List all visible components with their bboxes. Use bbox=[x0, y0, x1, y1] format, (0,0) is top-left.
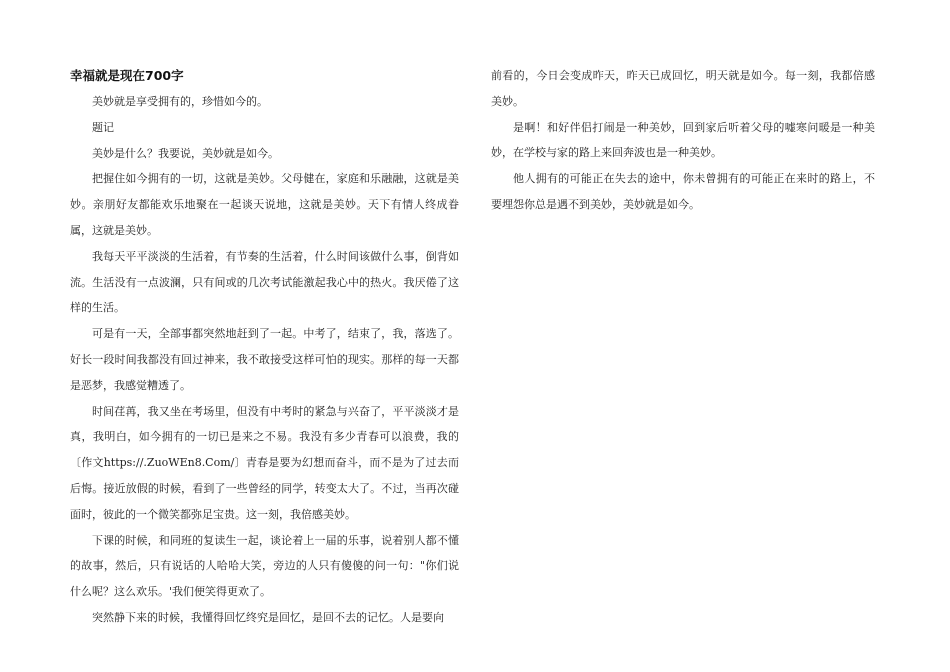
paragraph-exam-failure: 可是有一天，全部事都突然地赶到了一起。中考了，结束了，我，落选了。好长一段时间我都没有回过神来，我不敢接受这样可怕的现实。那样的每一天都是恶梦，我感觉糟透了。 bbox=[70, 327, 459, 392]
paragraph-what-is-beauty: 美妙是什么？我要说，美妙就是如今。 bbox=[92, 146, 279, 160]
left-column bbox=[70, 66, 459, 631]
document-title: 幸福就是现在700字 bbox=[70, 68, 184, 83]
paragraph-epigraph-label: 题记 bbox=[92, 120, 114, 134]
paragraph-quiet-moment: 突然静下来的时候，我懂得回忆终究是回忆，是回不去的记忆。人是要向 bbox=[92, 610, 444, 624]
paragraph-friends-family: 是啊！和好伴侣打闹是一种美妙，回到家后听着父母的嘘寒问暖是一种美妙，在学校与家的路上来回奔波也是一种美妙。 bbox=[491, 120, 875, 160]
paragraph-intro-quote: 美妙就是享受拥有的，珍惜如今的。 bbox=[92, 95, 268, 108]
paragraph-exam-again: 时间荏苒，我又坐在考场里，但没有中考时的紧急与兴奋了，平平淡淡才是真，我明白，如今拥有的一切已是来之不易。我没有多少青春可以浪费，我的〔作文https://.ZuoWEn8.Com/〕青春是要为幻想而奋斗，而不是为了过去而后悔。接近放假的时候，看到了一些曾经的同学，转变太大了。不过，当再次碰面时，彼此的一个微笑都弥足宝贵。这一刻，我倍感美妙。 bbox=[70, 404, 459, 521]
paragraph-continuation: 前看的，今日会变成昨天，昨天已成回忆，明天就是如今。每一刻，我都倍感美妙。 bbox=[491, 69, 875, 108]
paragraph-conclusion: 他人拥有的可能正在失去的途中，你未曾拥有的可能正在来时的路上，不要埋怨你总是遇不到美妙，美妙就是如今。 bbox=[491, 172, 875, 211]
paragraph-plain-life: 我每天平平淡淡的生活着，有节奏的生活着，什么时间该做什么事，倒背如流。生活没有一点波澜，只有间或的几次考试能激起我心中的热火。我厌倦了这样的生活。 bbox=[70, 249, 459, 315]
paragraph-cherish-present: 把握住如今拥有的一切，这就是美妙。父母健在，家庭和乐融融，这就是美妙。亲朋好友都能欢乐地聚在一起谈天说地，这就是美妙。天下有情人终成眷属，这就是美妙。 bbox=[70, 172, 459, 237]
paragraph-after-class: 下课的时候，和同班的复读生一起，谈论着上一届的乐事，说着别人都不懂的故事，然后，只有说话的人哈哈大笑，旁边的人只有傻傻的问一句："你们说什么呢？这么欢乐。'我们便笑得更欢了。 bbox=[70, 533, 459, 599]
right-column bbox=[491, 63, 875, 218]
